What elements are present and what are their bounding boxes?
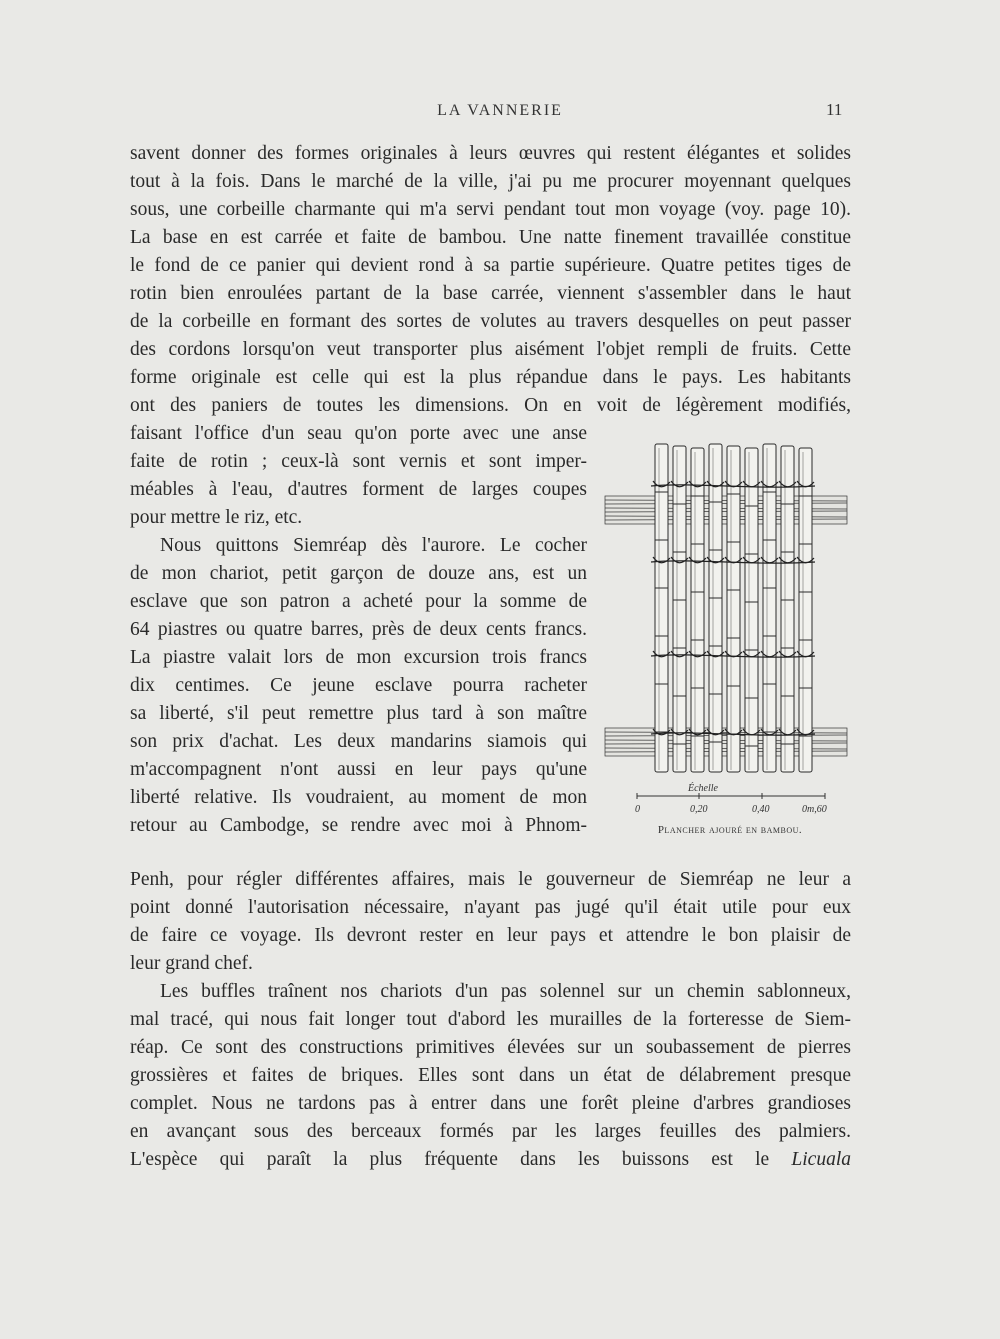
text-line-content: La piastre valait lors de mon excursion trois francs <box>130 647 587 668</box>
text-line <box>130 478 587 504</box>
text-line-content: le fond de ce panier qui devient rond à sa partie supérieure. Quatre petites tiges de <box>130 255 851 276</box>
text-line <box>130 814 587 840</box>
text-line <box>130 1092 851 1118</box>
text-line <box>130 1008 851 1034</box>
bamboo-pole <box>691 448 704 772</box>
text-line <box>130 924 851 950</box>
text-line-content: de la corbeille en formant des sortes de volutes au travers desquelles on peut passer <box>130 311 851 332</box>
bamboo-pole <box>709 444 722 772</box>
page-number: 11 <box>826 100 843 119</box>
text-line-content: retour au Cambodge, se rendre avec moi à Phnom- <box>130 815 587 836</box>
text-line <box>130 952 851 978</box>
scale-title: Échelle <box>688 783 718 794</box>
text-line-content: Penh, pour régler différentes affaires, mais le gouverneur de Siemréap ne leur a <box>130 869 851 890</box>
scale-tick-1: 0,20 <box>690 804 708 815</box>
scale-tick-2: 0,40 <box>752 804 770 815</box>
text-line <box>130 1036 851 1062</box>
text-line <box>130 980 851 1006</box>
text-line <box>130 310 851 336</box>
text-line <box>130 562 587 588</box>
text-line-content: L'espèce qui paraît la plus fréquente dans les buissons est le <box>130 1149 770 1170</box>
text-line-content: méables à l'eau, d'autres forment de larges coupes <box>130 479 587 500</box>
text-line <box>130 702 587 728</box>
text-line-content: Les buffles traînent nos chariots d'un pas solennel sur un chemin sablonneux, <box>160 981 851 1002</box>
running-title: LA VANNERIE <box>437 102 563 119</box>
text-line <box>130 646 587 672</box>
text-line-content: 64 piastres ou quatre barres, près de deux cents francs. <box>130 619 587 640</box>
text-line-content: point donné l'autorisation nécessaire, n'ayant pas jugé qu'il était utile pour eux <box>130 897 851 918</box>
text-line <box>130 758 587 784</box>
text-line-content: sa liberté, s'il peut remettre plus tard à son maître <box>130 703 587 724</box>
text-line <box>130 142 851 168</box>
bamboo-pole <box>763 444 776 772</box>
text-line-content: Nous quittons Siemréap dès l'aurore. Le cocher <box>160 535 587 556</box>
text-line <box>130 1064 851 1090</box>
text-line <box>130 786 587 812</box>
text-line <box>130 506 587 532</box>
text-line-content: complet. Nous ne tardons pas à entrer dans une forêt pleine d'arbres grandioses <box>130 1093 851 1114</box>
bamboo-pole <box>655 444 668 772</box>
text-line-content: son prix d'achat. Les deux mandarins siamois qui <box>130 731 587 752</box>
text-line <box>130 1120 851 1146</box>
scale-tick-0: 0 <box>635 804 640 815</box>
text-line-content: rotin bien enroulées partant de la base carrée, viennent s'assembler dans le haut <box>130 283 851 304</box>
bamboo-pole <box>727 446 740 772</box>
bamboo-pole <box>781 446 794 772</box>
text-line-content: esclave que son patron a acheté pour la somme de <box>130 591 587 612</box>
text-line-content: réap. Ce sont des constructions primitives élevées sur un soubassement de pierres <box>130 1037 851 1058</box>
text-line <box>130 730 587 756</box>
text-line-content: pour mettre le riz, etc. <box>130 507 303 528</box>
text-line-content: savent donner des formes originales à leurs œuvres qui restent élégantes et solides <box>130 143 851 164</box>
text-line-content: leur grand chef. <box>130 953 253 974</box>
text-line <box>130 366 851 392</box>
text-line-content: faisant l'office d'un seau qu'on porte avec une anse <box>130 423 587 444</box>
text-line <box>130 868 851 894</box>
text-line <box>130 338 851 364</box>
text-line-content: faite de rotin ; ceux-là sont vernis et sont imper- <box>130 451 587 472</box>
text-line <box>130 674 587 700</box>
text-line-content: forme originale est celle qui est la plus répandue dans le pays. Les habitants <box>130 367 851 388</box>
text-line <box>130 534 587 560</box>
text-line <box>130 394 851 420</box>
text-line-content: de faire ce voyage. Ils devront rester en leur pays et attendre le bon plaisir de <box>130 925 851 946</box>
text-line <box>130 226 851 252</box>
bamboo-pole <box>745 448 758 772</box>
text-line <box>130 590 587 616</box>
text-line-content: tout à la fois. Dans le marché de la ville, j'ai pu me procurer moyennant quelques <box>130 171 851 192</box>
text-line-content: m'accompagnent n'ont aussi en leur pays qu'une <box>130 759 587 780</box>
figure-caption: Plancher ajouré en bambou. <box>657 824 803 836</box>
text-line <box>130 618 587 644</box>
text-line-content: grossières et faites de briques. Elles sont dans un état de délabrement presque <box>130 1065 851 1086</box>
text-line-content: liberté relative. Ils voudraient, au moment de mon <box>130 787 587 808</box>
text-line-content: ont des paniers de toutes les dimensions. On en voit de légèrement modifiés, <box>130 395 851 416</box>
text-line <box>130 422 587 448</box>
text-line <box>130 1148 851 1174</box>
italic-term: Licuala <box>791 1149 851 1170</box>
text-line-content: La base en est carrée et faite de bambou. Une natte finement travaillée constitue <box>130 227 851 248</box>
bamboo-pole <box>673 446 686 772</box>
text-line-content: mal tracé, qui nous fait longer tout d'abord les murailles de la forteresse de Siem- <box>130 1009 851 1030</box>
bamboo-pole <box>799 448 812 772</box>
text-line-content: dix centimes. Ce jeune esclave pourra racheter <box>130 675 587 696</box>
text-line <box>130 450 587 476</box>
text-line <box>130 282 851 308</box>
text-line-content: de mon chariot, petit garçon de douze ans, est un <box>130 563 587 584</box>
text-line-content: sous, une corbeille charmante qui m'a servi pendant tout mon voyage (voy. page 10). <box>130 199 851 220</box>
text-line <box>130 170 851 196</box>
text-line <box>130 254 851 280</box>
text-line <box>130 896 851 922</box>
scale-tick-3: 0m,60 <box>802 804 827 815</box>
text-line-content: en avançant sous des berceaux formés par les larges feuilles des palmiers. <box>130 1121 851 1142</box>
text-line <box>130 198 851 224</box>
text-line-content: des cordons lorsqu'on veut transporter plus aisément l'objet rempli de fruits. Cette <box>130 339 851 360</box>
bamboo-floor-illustration <box>603 438 849 788</box>
